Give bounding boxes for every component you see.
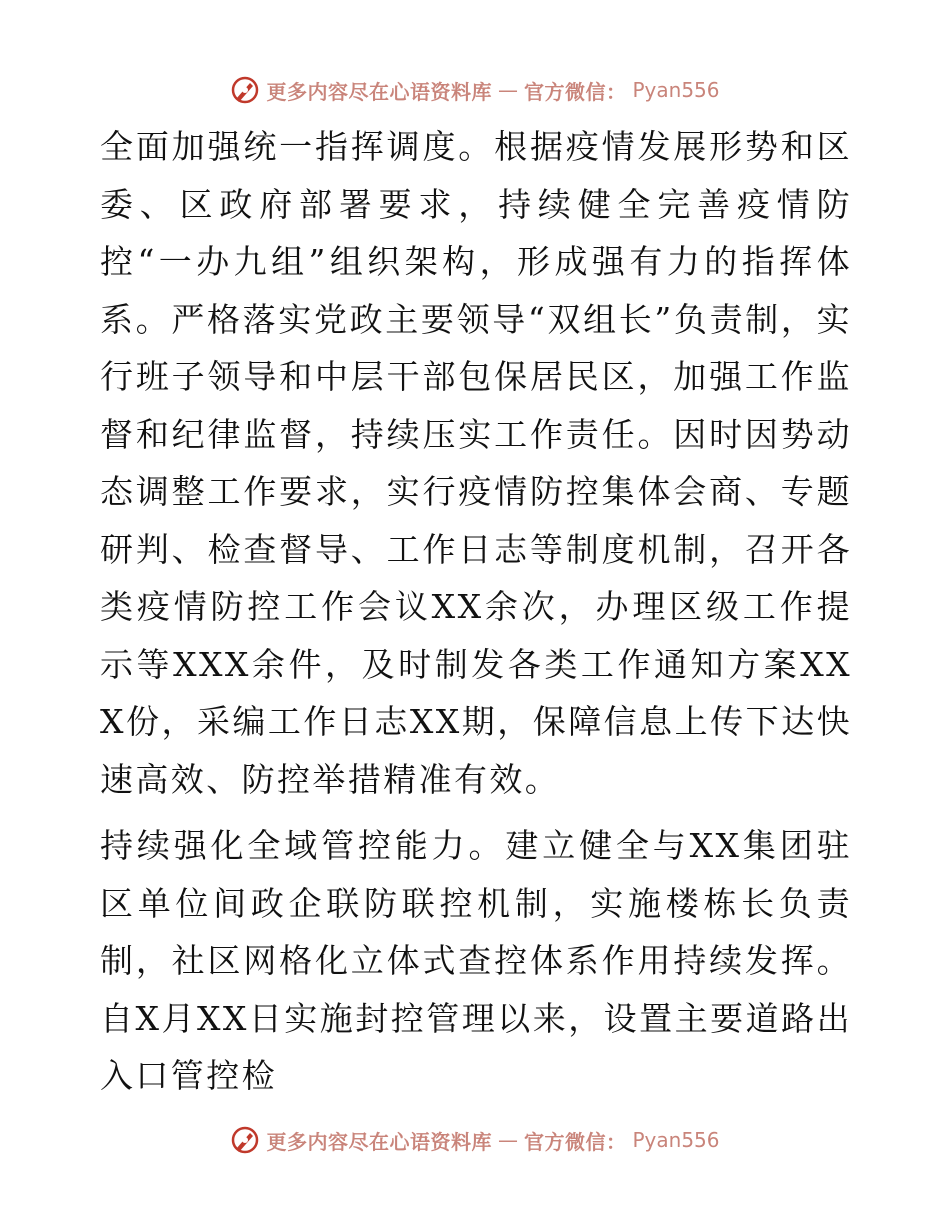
footer-watermark [0,1120,950,1160]
watermark-account: Pyan556 [632,78,720,102]
watermark-separator: — [497,1128,518,1152]
paragraph-command-dispatch: 全面加强统一指挥调度。根据疫情发展形势和区委、区政府部署要求，持续健全完善疫情防控“一办九组”组织架构，形成强有力的指挥体系。严格落实党政主要领导“双组长”负责制，实行班子领导和中层干部包保居民区，加强工作监督和纪律监督，持续压实工作责任。因时因势动态调整工作要求，实行疫情防控集体会商、专题研判、检查督导、工作日志等制度机制，召开各类疫情防控工作会议XX余次，办理区级工作提示等XXX余件，及时制发各类工作通知方案XXX份，采编工作日志XX期，保障信息上传下达快速高效、防控举措精准有效。 [100,127,852,799]
paragraph-area-control: 持续强化全域管控能力。建立健全与XX集团驻区单位间政企联防联控机制，实施楼栋长负责制，社区网格化立体式查控体系作用持续发挥。自X月XX日实施封控管理以来，设置主要道路出入口管控检 [100,826,852,1095]
watermark-text: 更多内容尽在心语资料库 [266,1129,492,1154]
pen-circle-logo-icon [230,75,260,105]
watermark-label: 官方微信： [523,79,627,104]
document-body [100,118,852,1105]
header-watermark [0,70,950,110]
watermark-separator: — [497,78,518,102]
watermark-account: Pyan556 [632,1128,720,1152]
watermark-label: 官方微信： [523,1129,627,1154]
pen-circle-logo-icon [230,1125,260,1155]
watermark-text: 更多内容尽在心语资料库 [266,79,492,104]
